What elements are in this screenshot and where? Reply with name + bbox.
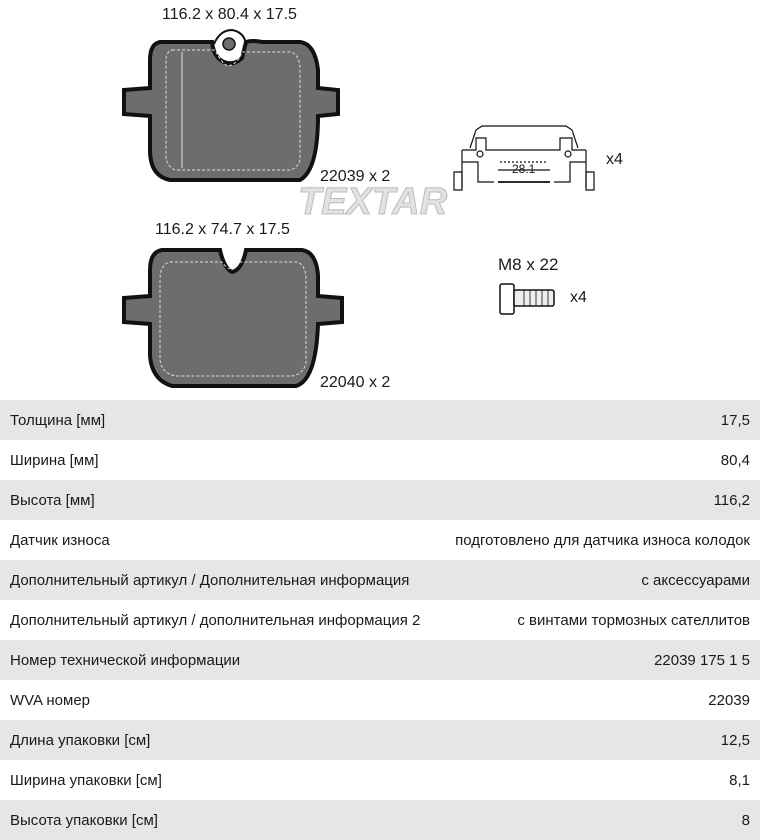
spec-value: 80,4 — [720, 451, 750, 469]
bolt-drawing — [500, 284, 554, 314]
spec-row-package-width — [0, 760, 760, 800]
brake-pad-2 — [124, 250, 342, 386]
pad2-code: 22040 x 2 — [320, 374, 391, 391]
product-drawing — [0, 0, 760, 400]
spec-row-height — [0, 480, 760, 520]
spec-key: Высота упаковки [см] — [10, 811, 158, 829]
spec-row-additional-info-2 — [0, 600, 760, 640]
spec-row-tech-info-number — [0, 640, 760, 680]
pad1-dimensions: 116.2 x 80.4 x 17.5 — [162, 6, 297, 23]
spec-key: Дополнительный артикул / Дополнительная информация — [10, 571, 410, 589]
spec-key: Ширина [мм] — [10, 451, 99, 469]
spec-key: WVA номер — [10, 691, 91, 709]
spec-value: с аксессуарами — [641, 571, 750, 589]
brake-pad-1 — [124, 30, 338, 180]
clip-dimension: 28.1 — [512, 162, 536, 176]
spec-key: Ширина упаковки [см] — [10, 771, 162, 789]
pad1-code: 22039 x 2 — [320, 168, 391, 185]
clip-drawing — [454, 126, 594, 190]
spec-value: 17,5 — [720, 411, 750, 429]
spec-row-package-length — [0, 720, 760, 760]
textar-logo: TEXTAR — [298, 181, 448, 223]
pad2-dimensions: 116.2 x 74.7 x 17.5 — [155, 221, 290, 238]
product-figure — [0, 0, 760, 400]
spec-row-package-height — [0, 800, 760, 840]
spec-value: 8 — [741, 811, 750, 829]
spec-row-width — [0, 440, 760, 480]
spec-row-wva-number — [0, 680, 760, 720]
spec-value: с винтами тормозных сателлитов — [517, 611, 750, 629]
spec-value: 116,2 — [713, 491, 750, 509]
spec-key: Номер технической информации — [10, 651, 241, 669]
spec-row-additional-info — [0, 560, 760, 600]
bolt-quantity: x4 — [570, 289, 587, 306]
spec-table — [0, 400, 760, 840]
spec-row-wear-sensor — [0, 520, 760, 560]
spec-key: Датчик износа — [10, 531, 110, 549]
spec-value: 22039 175 1 5 — [654, 651, 750, 669]
spec-row-thickness — [0, 400, 760, 440]
clip-quantity: x4 — [606, 151, 623, 168]
spec-key: Толщина [мм] — [10, 411, 106, 429]
spec-key: Дополнительный артикул / дополнительная информация 2 — [10, 611, 421, 629]
bolt-size: M8 x 22 — [498, 255, 559, 274]
spec-value: 8,1 — [729, 771, 750, 789]
spec-value: 22039 — [708, 691, 750, 709]
spec-value: подготовлено для датчика износа колодок — [455, 531, 750, 549]
spec-key: Длина упаковки [см] — [10, 731, 151, 749]
spec-key: Высота [мм] — [10, 491, 95, 509]
spec-value: 12,5 — [720, 731, 750, 749]
